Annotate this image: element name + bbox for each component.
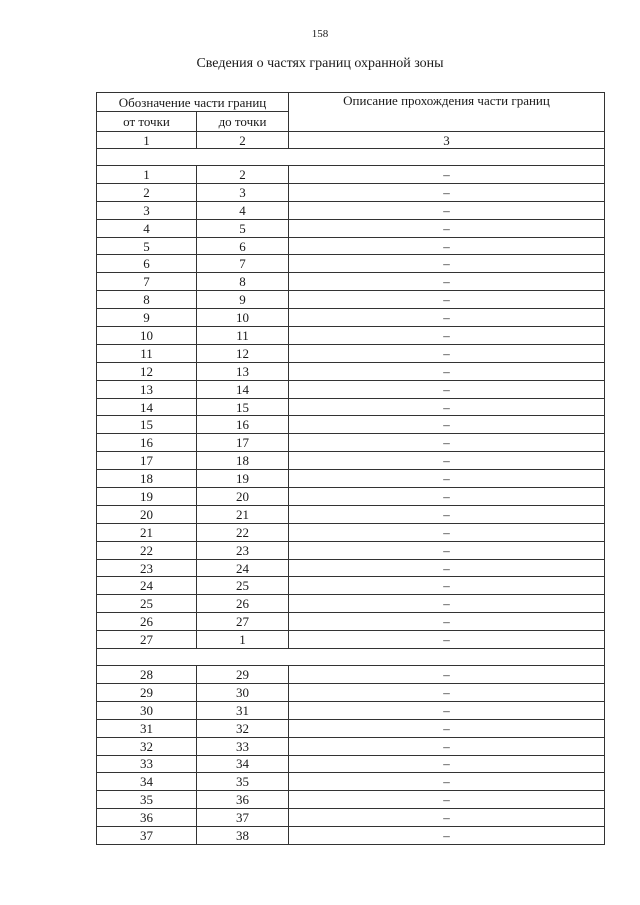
column-number: 3 xyxy=(289,132,605,149)
description-cell: – xyxy=(289,219,605,237)
from-point-cell: 14 xyxy=(97,398,197,416)
table-row xyxy=(97,773,605,791)
description-cell: – xyxy=(289,273,605,291)
table-row xyxy=(97,452,605,470)
description-cell: – xyxy=(289,559,605,577)
to-point-cell: 27 xyxy=(197,613,289,631)
table-row xyxy=(97,488,605,506)
section-separator-row xyxy=(97,149,605,166)
from-point-cell: 35 xyxy=(97,791,197,809)
description-cell: – xyxy=(289,827,605,845)
table-row xyxy=(97,613,605,631)
table-row xyxy=(97,701,605,719)
description-cell: – xyxy=(289,309,605,327)
from-point-cell: 15 xyxy=(97,416,197,434)
table-row xyxy=(97,219,605,237)
from-point-cell: 36 xyxy=(97,809,197,827)
description-cell: – xyxy=(289,523,605,541)
from-point-cell: 33 xyxy=(97,755,197,773)
from-point-cell: 4 xyxy=(97,219,197,237)
table-row xyxy=(97,380,605,398)
table-row xyxy=(97,183,605,201)
description-cell: – xyxy=(289,470,605,488)
to-point-cell: 31 xyxy=(197,701,289,719)
to-point-cell: 11 xyxy=(197,327,289,345)
table-row xyxy=(97,666,605,684)
from-point-cell: 26 xyxy=(97,613,197,631)
header-description: Описание прохождения части границ xyxy=(289,93,605,132)
description-cell: – xyxy=(289,327,605,345)
to-point-cell: 17 xyxy=(197,434,289,452)
description-cell: – xyxy=(289,505,605,523)
to-point-cell: 12 xyxy=(197,344,289,362)
from-point-cell: 37 xyxy=(97,827,197,845)
to-point-cell: 33 xyxy=(197,737,289,755)
description-cell: – xyxy=(289,809,605,827)
from-point-cell: 29 xyxy=(97,683,197,701)
description-cell: – xyxy=(289,683,605,701)
table-row xyxy=(97,755,605,773)
from-point-cell: 6 xyxy=(97,255,197,273)
description-cell: – xyxy=(289,362,605,380)
from-point-cell: 24 xyxy=(97,577,197,595)
description-cell: – xyxy=(289,737,605,755)
description-cell: – xyxy=(289,613,605,631)
to-point-cell: 3 xyxy=(197,183,289,201)
table-row xyxy=(97,595,605,613)
to-point-cell: 4 xyxy=(197,201,289,219)
table-row xyxy=(97,362,605,380)
table-row xyxy=(97,683,605,701)
section-separator-row xyxy=(97,649,605,666)
description-cell: – xyxy=(289,488,605,506)
to-point-cell: 15 xyxy=(197,398,289,416)
to-point-cell: 13 xyxy=(197,362,289,380)
table-row xyxy=(97,505,605,523)
from-point-cell: 31 xyxy=(97,719,197,737)
description-cell: – xyxy=(289,452,605,470)
page-number: 158 xyxy=(311,28,329,40)
table-row xyxy=(97,631,605,649)
to-point-cell: 6 xyxy=(197,237,289,255)
to-point-cell: 2 xyxy=(197,166,289,184)
table-row xyxy=(97,809,605,827)
from-point-cell: 3 xyxy=(97,201,197,219)
table-row xyxy=(97,201,605,219)
to-point-cell: 36 xyxy=(197,791,289,809)
table-row xyxy=(97,523,605,541)
table-row xyxy=(97,577,605,595)
header-boundary-designation: Обозначение части границ xyxy=(97,93,289,112)
table-row xyxy=(97,541,605,559)
to-point-cell: 18 xyxy=(197,452,289,470)
table-row xyxy=(97,255,605,273)
from-point-cell: 8 xyxy=(97,291,197,309)
to-point-cell: 1 xyxy=(197,631,289,649)
from-point-cell: 28 xyxy=(97,666,197,684)
table-row xyxy=(97,273,605,291)
from-point-cell: 32 xyxy=(97,737,197,755)
to-point-cell: 21 xyxy=(197,505,289,523)
from-point-cell: 17 xyxy=(97,452,197,470)
table-row xyxy=(97,470,605,488)
header-from-point: от точки xyxy=(97,112,197,132)
description-cell: – xyxy=(289,183,605,201)
to-point-cell: 32 xyxy=(197,719,289,737)
description-cell: – xyxy=(289,398,605,416)
from-point-cell: 19 xyxy=(97,488,197,506)
description-cell: – xyxy=(289,773,605,791)
table-row xyxy=(97,291,605,309)
description-cell: – xyxy=(289,237,605,255)
table-row xyxy=(97,737,605,755)
to-point-cell: 24 xyxy=(197,559,289,577)
to-point-cell: 16 xyxy=(197,416,289,434)
description-cell: – xyxy=(289,380,605,398)
table-row xyxy=(97,434,605,452)
to-point-cell: 14 xyxy=(197,380,289,398)
column-number: 1 xyxy=(97,132,197,149)
table-row xyxy=(97,327,605,345)
from-point-cell: 1 xyxy=(97,166,197,184)
from-point-cell: 11 xyxy=(97,344,197,362)
table-row xyxy=(97,166,605,184)
to-point-cell: 30 xyxy=(197,683,289,701)
description-cell: – xyxy=(289,577,605,595)
from-point-cell: 9 xyxy=(97,309,197,327)
to-point-cell: 23 xyxy=(197,541,289,559)
table-row xyxy=(97,309,605,327)
description-cell: – xyxy=(289,166,605,184)
from-point-cell: 12 xyxy=(97,362,197,380)
table-row xyxy=(97,827,605,845)
from-point-cell: 21 xyxy=(97,523,197,541)
table-row xyxy=(97,559,605,577)
boundary-parts-table xyxy=(96,92,605,845)
to-point-cell: 20 xyxy=(197,488,289,506)
from-point-cell: 30 xyxy=(97,701,197,719)
to-point-cell: 5 xyxy=(197,219,289,237)
page-title: Сведения о частях границ охранной зоны xyxy=(196,56,444,71)
from-point-cell: 16 xyxy=(97,434,197,452)
to-point-cell: 9 xyxy=(197,291,289,309)
description-cell: – xyxy=(289,541,605,559)
from-point-cell: 2 xyxy=(97,183,197,201)
description-cell: – xyxy=(289,631,605,649)
from-point-cell: 20 xyxy=(97,505,197,523)
description-cell: – xyxy=(289,701,605,719)
header-to-point: до точки xyxy=(197,112,289,132)
table-row xyxy=(97,237,605,255)
description-cell: – xyxy=(289,719,605,737)
description-cell: – xyxy=(289,666,605,684)
description-cell: – xyxy=(289,416,605,434)
to-point-cell: 38 xyxy=(197,827,289,845)
from-point-cell: 18 xyxy=(97,470,197,488)
from-point-cell: 13 xyxy=(97,380,197,398)
table-row xyxy=(97,344,605,362)
to-point-cell: 34 xyxy=(197,755,289,773)
table-row xyxy=(97,719,605,737)
description-cell: – xyxy=(289,755,605,773)
description-cell: – xyxy=(289,595,605,613)
from-point-cell: 22 xyxy=(97,541,197,559)
from-point-cell: 23 xyxy=(97,559,197,577)
to-point-cell: 22 xyxy=(197,523,289,541)
to-point-cell: 19 xyxy=(197,470,289,488)
description-cell: – xyxy=(289,344,605,362)
to-point-cell: 8 xyxy=(197,273,289,291)
table-row xyxy=(97,398,605,416)
table-row xyxy=(97,416,605,434)
table-row xyxy=(97,791,605,809)
column-number: 2 xyxy=(197,132,289,149)
description-cell: – xyxy=(289,434,605,452)
from-point-cell: 25 xyxy=(97,595,197,613)
to-point-cell: 7 xyxy=(197,255,289,273)
from-point-cell: 5 xyxy=(97,237,197,255)
to-point-cell: 26 xyxy=(197,595,289,613)
to-point-cell: 35 xyxy=(197,773,289,791)
to-point-cell: 10 xyxy=(197,309,289,327)
from-point-cell: 7 xyxy=(97,273,197,291)
description-cell: – xyxy=(289,255,605,273)
to-point-cell: 37 xyxy=(197,809,289,827)
from-point-cell: 10 xyxy=(97,327,197,345)
description-cell: – xyxy=(289,791,605,809)
from-point-cell: 34 xyxy=(97,773,197,791)
description-cell: – xyxy=(289,201,605,219)
to-point-cell: 25 xyxy=(197,577,289,595)
from-point-cell: 27 xyxy=(97,631,197,649)
description-cell: – xyxy=(289,291,605,309)
to-point-cell: 29 xyxy=(197,666,289,684)
